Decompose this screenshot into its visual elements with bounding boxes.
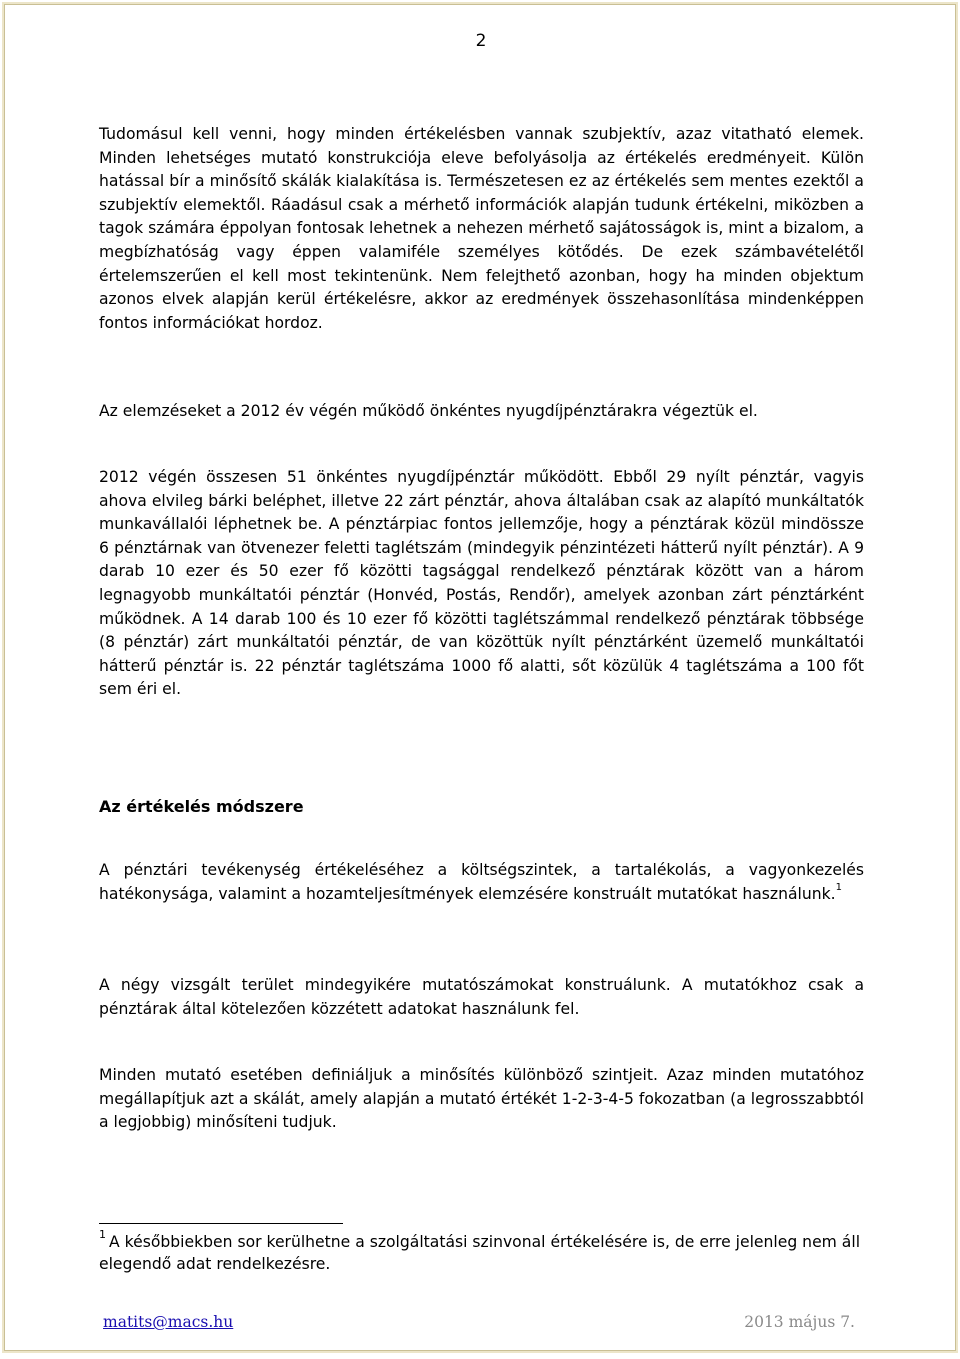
paragraph-method-text: A pénztári tevékenység értékeléséhez a költségszintek, a tartalékolás, a vagyonkezelés hatékonysága, valamint a hozamteljesítmények elemzésére konstruált mutatókat használunk. — [99, 861, 864, 903]
footer-date: 2013 május 7. — [744, 1313, 855, 1331]
section-heading: Az értékelés módszere — [99, 797, 304, 816]
page-number: 2 — [475, 31, 487, 51]
document-page — [4, 4, 956, 1351]
paragraph-indicators: A négy vizsgált terület mindegyikére mutatószámokat konstruálunk. A mutatókhoz csak a pénztárak által kötelezően közzétett adatokat használunk fel. — [99, 976, 864, 1018]
footnote-reference[interactable]: 1 — [835, 882, 842, 894]
footnote-divider — [99, 1223, 343, 1224]
paragraph-scope: Az elemzéseket a 2012 év végén működő önkéntes nyugdíjpénztárakra végeztük el. — [99, 402, 758, 420]
footnote-marker: 1 — [99, 1227, 106, 1241]
paragraph-fund-market: 2012 végén összesen 51 önkéntes nyugdíjpénztár működött. Ebből 29 nyílt pénztár, vagyis ahova elvileg bárki beléphet, illetve 22 zárt pénztár, ahova általában csak az alapító munkáltatók munkavállalói léphetnek be. A pénztárpiac fontos jellemzője, hogy a pénztárak közül mindössze 6 pénztárnak van ötvenezer feletti taglétszám (mindegyik pénzintézeti hátterű nyílt pénztár). A 9 darab 10 ezer és 50 ezer fő közötti tagsággal rendelkező pénztárak között van a három legnagyobb munkáltatói pénztár (Honvéd, Postás, Rendőr), amelyek azonban zárt pénztárként működnek. A 14 darab 100 és 10 ezer fő közötti taglétszámmal rendelkező pénztárak többsége (8 pénztár) zárt munkáltatói pénztár, de van közöttük nyílt pénztárként üzemelő munkáltatói hátterű pénztár is. 22 pénztár taglétszáma 1000 fő alatti, sőt közülük 4 taglétszáma a 100 főt sem éri el. — [99, 468, 864, 699]
paragraph-subjectivity: Tudomásul kell venni, hogy minden értékelésben vannak szubjektív, azaz vitatható elemek. Minden lehetséges mutató konstrukciója eleve befolyásolja az értékelés eredményeit. Külön hatással bír a minősítő skálák kialakítása is. Természetesen ez az értékelés sem mentes ezektől a szubjektív elemektől. Ráadásul csak a mérhető információk alapján tudunk értékelni, miközben a tagok számára éppolyan fontosak lehetnek a nehezen mérhető sajátosságok is, mint a bizalom, a megbízhatóság vagy éppen valamiféle személyes kötődés. De ezek számbavételétől értelemszerűen el kell most tekintenünk. Nem felejthető azonban, hogy ha minden objektum azonos elvek alapján kerül értékelésre, akkor az eredmények összehasonlítása mindenképpen fontos információkat hordoz. — [99, 125, 864, 332]
footnote-text: A későbbiekben sor kerülhetne a szolgáltatási szinvonal értékelésére is, de erre jelenleg nem áll elegendő adat rendelkezésre. — [99, 1233, 861, 1273]
paragraph-rating-scale: Minden mutató esetében definiáljuk a minősítés különböző szintjeit. Azaz minden mutatóhoz megállapítjuk azt a skálát, amely alapján a mutató értékét 1-2-3-4-5 fokozatban (a legrosszabbtól a legjobbig) minősíteni tudjuk. — [99, 1066, 864, 1132]
paragraph-method — [99, 859, 864, 906]
footnote — [99, 1227, 864, 1275]
footer-email-link[interactable]: matits@macs.hu — [103, 1313, 234, 1331]
